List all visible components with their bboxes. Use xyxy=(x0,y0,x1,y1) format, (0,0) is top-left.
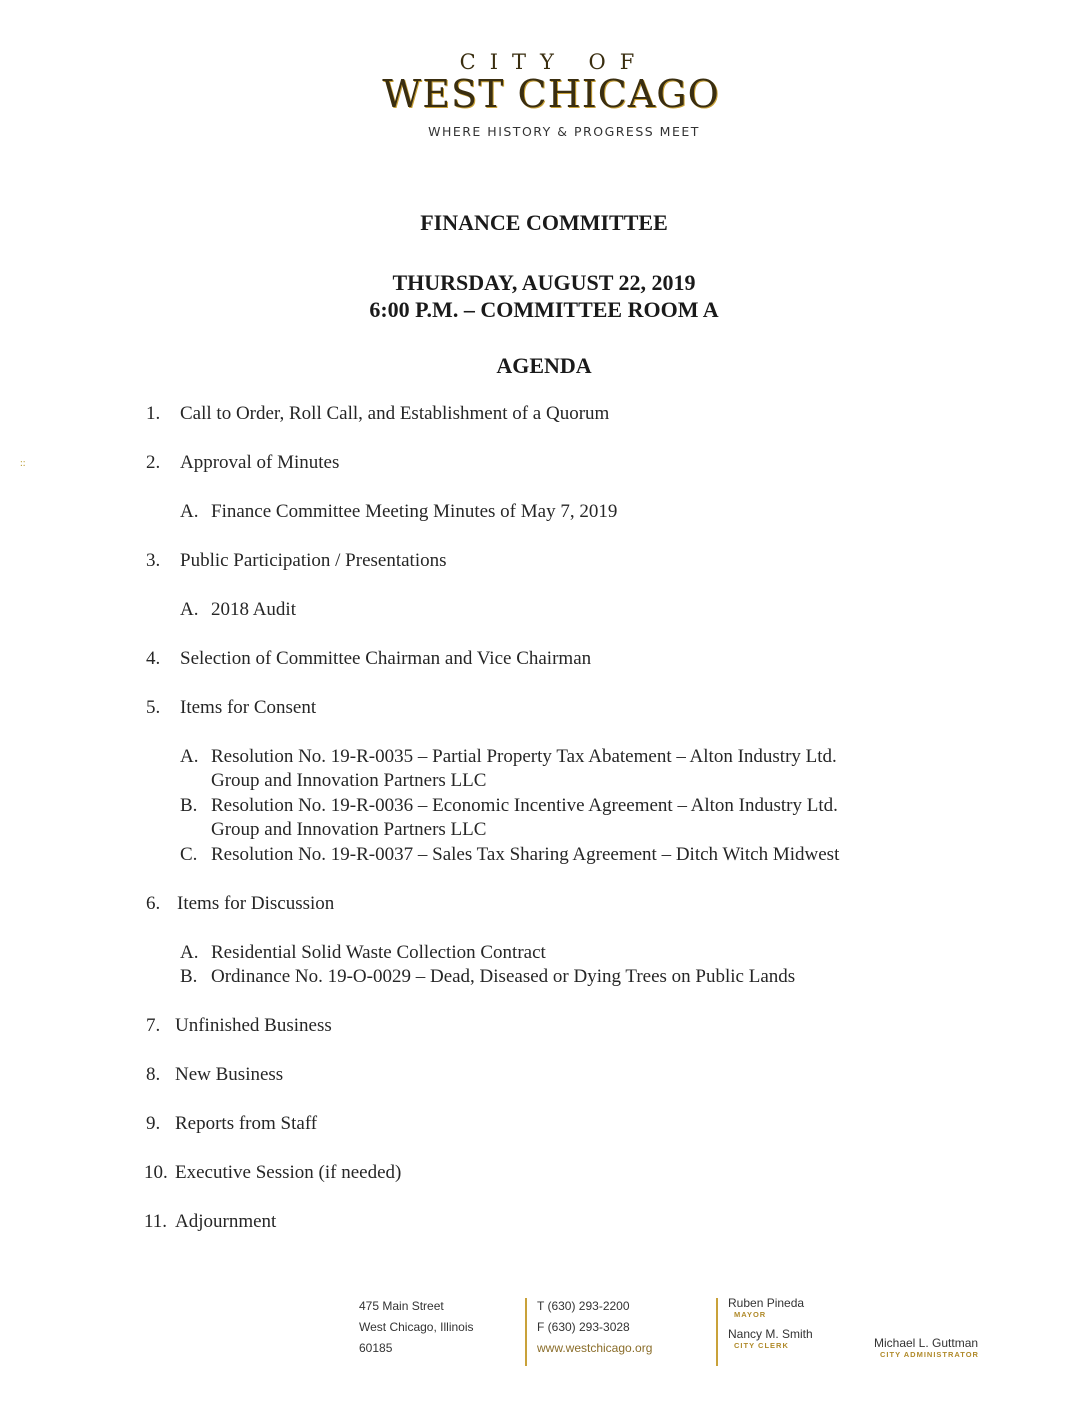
agenda-subitem: B. Ordinance No. 19-O-0029 – Dead, Diseased or Dying Trees on Public Lands xyxy=(180,966,796,987)
agenda-item: 11. Adjournment xyxy=(144,1211,277,1232)
agenda-subitem: B. Resolution No. 19-R-0036 – Economic Incentive Agreement – Alton Industry Ltd. xyxy=(180,795,838,816)
committee-title: FINANCE COMMITTEE xyxy=(420,210,668,235)
footer-contact xyxy=(537,1296,652,1359)
mayor-name: Ruben Pineda xyxy=(728,1296,805,1310)
agenda-title: AGENDA xyxy=(496,353,592,378)
agenda-subitem-continuation: Group and Innovation Partners LLC xyxy=(211,770,487,791)
mayor-role: MAYOR xyxy=(734,1310,767,1319)
agenda-item: 8. New Business xyxy=(146,1064,284,1085)
meeting-time-place: 6:00 P.M. – COMMITTEE ROOM A xyxy=(369,297,719,322)
footer-divider xyxy=(525,1298,527,1366)
agenda-subitem: A. Finance Committee Meeting Minutes of May 7, 2019 xyxy=(180,501,618,522)
logo-city-of: CITY OF xyxy=(459,50,649,74)
agenda-item: 3. Public Participation / Presentations xyxy=(146,550,447,571)
agenda-item: 10. Executive Session (if needed) xyxy=(144,1162,402,1183)
administrator-name: Michael L. Guttman xyxy=(874,1336,979,1350)
footer-fax: F (630) 293-3028 xyxy=(537,1320,630,1334)
agenda-item: 4. Selection of Committee Chairman and Vice Chairman xyxy=(146,648,592,669)
footer-officials xyxy=(728,1296,813,1350)
clerk-name: Nancy M. Smith xyxy=(728,1327,813,1341)
agenda-item: 9. Reports from Staff xyxy=(146,1113,318,1134)
agenda-item: 7. Unfinished Business xyxy=(146,1015,332,1036)
clerk-role: CITY CLERK xyxy=(734,1341,789,1350)
logo-tagline: WHERE HISTORY & PROGRESS MEET xyxy=(428,124,700,139)
margin-mark: :: xyxy=(20,458,26,469)
footer-administrator xyxy=(874,1336,979,1359)
agenda-subitem: A. Resolution No. 19-R-0035 – Partial Property Tax Abatement – Alton Industry Ltd. xyxy=(180,746,837,767)
footer-divider xyxy=(716,1298,718,1366)
administrator-role: CITY ADMINISTRATOR xyxy=(880,1350,979,1359)
agenda-item: 5. Items for Consent xyxy=(146,697,317,718)
agenda-item: 1. Call to Order, Roll Call, and Establishment of a Quorum xyxy=(146,403,610,424)
footer-address: 475 Main Street West Chicago, Illinois 60185 xyxy=(359,1299,474,1355)
agenda-subitem-continuation: Group and Innovation Partners LLC xyxy=(211,819,487,840)
footer-phone: T (630) 293-2200 xyxy=(537,1299,630,1313)
agenda-subitem: C. Resolution No. 19-R-0037 – Sales Tax Sharing Agreement – Ditch Witch Midwest xyxy=(180,844,840,865)
agenda-item: 2. Approval of Minutes xyxy=(146,452,340,473)
agenda-subitem: A. 2018 Audit xyxy=(180,599,296,620)
agenda-subitem: A. Residential Solid Waste Collection Contract xyxy=(180,942,546,963)
agenda-item: 6. Items for Discussion xyxy=(146,893,335,914)
city-logo xyxy=(0,50,1088,139)
footer-website[interactable]: www.westchicago.org xyxy=(537,1341,653,1355)
logo-city-name: WEST CHICAGO xyxy=(382,72,720,116)
meeting-date: THURSDAY, AUGUST 22, 2019 xyxy=(392,270,696,295)
